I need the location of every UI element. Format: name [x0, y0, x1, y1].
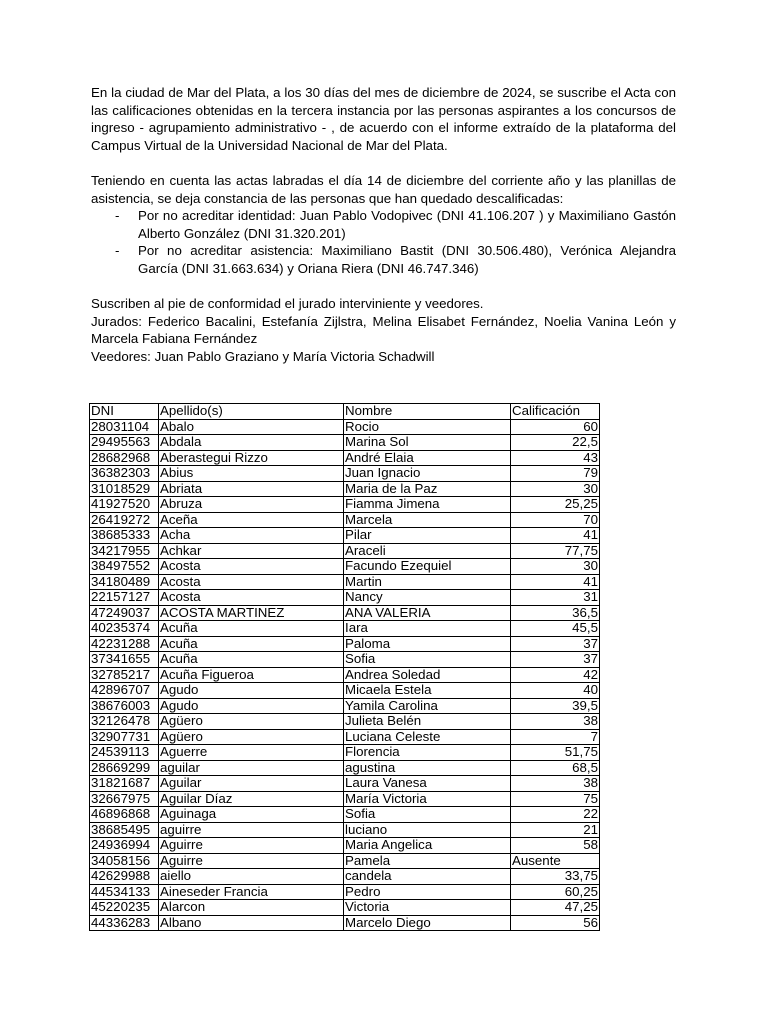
- header-nombre: Nombre: [344, 404, 511, 420]
- table-row: [90, 636, 600, 652]
- table-row: [90, 435, 600, 451]
- cell-dni: 32907731: [90, 729, 159, 745]
- disqualification-item-text: Por no acreditar asistencia: Maximiliano Bastit (DNI 30.506.480), Verónica Alejandra García (DNI 31.663.634) y Oriana Riera (DNI 46.747.346): [138, 243, 676, 276]
- table-header-row: [90, 404, 600, 420]
- cell-apellidos: Agudo: [159, 698, 344, 714]
- table-row: [90, 528, 600, 544]
- cell-nombre: Rocio: [344, 419, 511, 435]
- cell-calificacion: 43: [511, 450, 600, 466]
- cell-apellidos: ACOSTA MARTINEZ: [159, 605, 344, 621]
- cell-apellidos: Agüero: [159, 714, 344, 730]
- cell-calificacion: 37: [511, 636, 600, 652]
- cell-dni: 42896707: [90, 683, 159, 699]
- cell-dni: 22157127: [90, 590, 159, 606]
- cell-dni: 31018529: [90, 481, 159, 497]
- disqualification-item: [91, 242, 676, 277]
- table-row: [90, 822, 600, 838]
- cell-nombre: Maria Angelica: [344, 838, 511, 854]
- cell-nombre: André Elaia: [344, 450, 511, 466]
- table-row: [90, 481, 600, 497]
- cell-calificacion: 75: [511, 791, 600, 807]
- cell-calificacion: 77,75: [511, 543, 600, 559]
- cell-dni: 32126478: [90, 714, 159, 730]
- cell-nombre: Pamela: [344, 853, 511, 869]
- cell-calificacion: 22: [511, 807, 600, 823]
- cell-dni: 24539113: [90, 745, 159, 761]
- cell-nombre: Sofia: [344, 652, 511, 668]
- intro-text: En la ciudad de Mar del Plata, a los 30 días del mes de diciembre de 2024, se suscribe el Acta con las calificaciones obtenidas en la tercera instancia por las personas aspirantes a los concursos de ingreso - agrupamiento administrativo - , de acuerdo con el informe extraído de la plataforma del Campus Virtual de la Universidad Nacional de Mar del Plata.: [91, 85, 676, 153]
- cell-calificacion: 40: [511, 683, 600, 699]
- jurados-line: Jurados: Federico Bacalini, Estefanía Zijlstra, Melina Elisabet Fernández, Noelia Vanina León y Marcela Fabiana Fernández: [91, 313, 676, 346]
- cell-apellidos: Acuña: [159, 652, 344, 668]
- cell-dni: 24936994: [90, 838, 159, 854]
- signatures-section: [91, 295, 676, 365]
- cell-nombre: candela: [344, 869, 511, 885]
- cell-apellidos: Aceña: [159, 512, 344, 528]
- cell-dni: 42231288: [90, 636, 159, 652]
- cell-apellidos: Aineseder Francia: [159, 884, 344, 900]
- disqualification-item: [91, 207, 676, 242]
- cell-apellidos: Acha: [159, 528, 344, 544]
- table-row: [90, 605, 600, 621]
- cell-calificacion: 36,5: [511, 605, 600, 621]
- disqualification-item-text: Por no acreditar identidad: Juan Pablo Vodopivec (DNI 41.106.207 ) y Maximiliano Gastón Alberto González (DNI 31.320.201): [138, 208, 676, 241]
- cell-dni: 28031104: [90, 419, 159, 435]
- cell-calificacion: 60: [511, 419, 600, 435]
- cell-dni: 38685495: [90, 822, 159, 838]
- cell-apellidos: Aguerre: [159, 745, 344, 761]
- cell-dni: 44534133: [90, 884, 159, 900]
- cell-nombre: Facundo Ezequiel: [344, 559, 511, 575]
- cell-nombre: Juan Ignacio: [344, 466, 511, 482]
- table-row: [90, 838, 600, 854]
- cell-nombre: Sofia: [344, 807, 511, 823]
- table-row: [90, 698, 600, 714]
- header-apellidos: Apellido(s): [159, 404, 344, 420]
- list-dash: -: [115, 243, 120, 258]
- cell-calificacion: 38: [511, 776, 600, 792]
- cell-calificacion: 31: [511, 590, 600, 606]
- cell-calificacion: 42: [511, 667, 600, 683]
- cell-apellidos: Abalo: [159, 419, 344, 435]
- veedores-line: Veedores: Juan Pablo Graziano y María Victoria Schadwill: [91, 348, 435, 364]
- table-row: [90, 714, 600, 730]
- table-row: [90, 900, 600, 916]
- cell-nombre: Florencia: [344, 745, 511, 761]
- cell-nombre: Iara: [344, 621, 511, 637]
- table-row: [90, 512, 600, 528]
- cell-nombre: Pedro: [344, 884, 511, 900]
- table-row: [90, 729, 600, 745]
- cell-dni: 44336283: [90, 915, 159, 931]
- cell-apellidos: Aguinaga: [159, 807, 344, 823]
- table-row: [90, 776, 600, 792]
- cell-dni: 34180489: [90, 574, 159, 590]
- table-row: [90, 466, 600, 482]
- table-row: [90, 853, 600, 869]
- cell-apellidos: aguirre: [159, 822, 344, 838]
- header-dni: DNI: [90, 404, 159, 420]
- cell-nombre: Martin: [344, 574, 511, 590]
- cell-nombre: Micaela Estela: [344, 683, 511, 699]
- cell-calificacion: 45,5: [511, 621, 600, 637]
- cell-apellidos: Alarcon: [159, 900, 344, 916]
- cell-apellidos: Aguilar: [159, 776, 344, 792]
- grades-table: [89, 403, 600, 931]
- cell-dni: 34217955: [90, 543, 159, 559]
- cell-apellidos: Acuña: [159, 636, 344, 652]
- table-row: [90, 915, 600, 931]
- cell-nombre: María Victoria: [344, 791, 511, 807]
- cell-dni: 32785217: [90, 667, 159, 683]
- table-row: [90, 419, 600, 435]
- cell-apellidos: Aguilar Díaz: [159, 791, 344, 807]
- cell-nombre: Luciana Celeste: [344, 729, 511, 745]
- cell-calificacion: 41: [511, 528, 600, 544]
- list-dash: -: [115, 208, 120, 223]
- cell-dni: 32667975: [90, 791, 159, 807]
- cell-calificacion: 41: [511, 574, 600, 590]
- cell-dni: 46896868: [90, 807, 159, 823]
- cell-dni: 40235374: [90, 621, 159, 637]
- cell-nombre: Marina Sol: [344, 435, 511, 451]
- cell-dni: 42629988: [90, 869, 159, 885]
- grades-table-container: [89, 403, 600, 931]
- cell-calificacion: 58: [511, 838, 600, 854]
- table-row: [90, 807, 600, 823]
- cell-calificacion: 60,25: [511, 884, 600, 900]
- cell-nombre: Pilar: [344, 528, 511, 544]
- table-row: [90, 683, 600, 699]
- cell-calificacion: 30: [511, 559, 600, 575]
- cell-dni: 38497552: [90, 559, 159, 575]
- cell-calificacion: 25,25: [511, 497, 600, 513]
- cell-nombre: Marcelo Diego: [344, 915, 511, 931]
- disqualification-list: [91, 207, 676, 277]
- cell-nombre: Julieta Belén: [344, 714, 511, 730]
- cell-apellidos: Acuña Figueroa: [159, 667, 344, 683]
- cell-nombre: luciano: [344, 822, 511, 838]
- cell-dni: 29495563: [90, 435, 159, 451]
- cell-dni: 28682968: [90, 450, 159, 466]
- cell-apellidos: Abius: [159, 466, 344, 482]
- cell-dni: 36382303: [90, 466, 159, 482]
- cell-calificacion: 37: [511, 652, 600, 668]
- cell-nombre: Laura Vanesa: [344, 776, 511, 792]
- cell-calificacion: 22,5: [511, 435, 600, 451]
- table-row: [90, 450, 600, 466]
- disqualification-lead: Teniendo en cuenta las actas labradas el día 14 de diciembre del corriente año y las planillas de asistencia, se deja constancia de las personas que han quedado descalificadas:: [91, 173, 676, 206]
- table-row: [90, 760, 600, 776]
- table-row: [90, 559, 600, 575]
- cell-calificacion: 68,5: [511, 760, 600, 776]
- cell-calificacion: 7: [511, 729, 600, 745]
- cell-calificacion: 39,5: [511, 698, 600, 714]
- cell-apellidos: aiello: [159, 869, 344, 885]
- cell-apellidos: Acuña: [159, 621, 344, 637]
- cell-dni: 38685333: [90, 528, 159, 544]
- cell-calificacion: 70: [511, 512, 600, 528]
- cell-calificacion: 79: [511, 466, 600, 482]
- cell-nombre: Nancy: [344, 590, 511, 606]
- cell-apellidos: Albano: [159, 915, 344, 931]
- cell-calificacion: 21: [511, 822, 600, 838]
- cell-apellidos: Acosta: [159, 559, 344, 575]
- table-row: [90, 652, 600, 668]
- cell-dni: 45220235: [90, 900, 159, 916]
- cell-dni: 41927520: [90, 497, 159, 513]
- cell-dni: 38676003: [90, 698, 159, 714]
- table-row: [90, 621, 600, 637]
- cell-apellidos: aguilar: [159, 760, 344, 776]
- cell-nombre: Fiamma Jimena: [344, 497, 511, 513]
- cell-apellidos: Abruza: [159, 497, 344, 513]
- cell-nombre: Andrea Soledad: [344, 667, 511, 683]
- cell-calificacion: 30: [511, 481, 600, 497]
- cell-calificacion: 33,75: [511, 869, 600, 885]
- table-row: [90, 884, 600, 900]
- table-row: [90, 745, 600, 761]
- header-calificacion: Calificación: [511, 404, 600, 420]
- cell-calificacion: 51,75: [511, 745, 600, 761]
- cell-apellidos: Achkar: [159, 543, 344, 559]
- cell-dni: 34058156: [90, 853, 159, 869]
- cell-apellidos: Acosta: [159, 590, 344, 606]
- cell-apellidos: Agüero: [159, 729, 344, 745]
- signatures-intro: Suscriben al pie de conformidad el jurado interviniente y veedores.: [91, 296, 484, 311]
- cell-nombre: Paloma: [344, 636, 511, 652]
- table-row: [90, 869, 600, 885]
- cell-calificacion: 56: [511, 915, 600, 931]
- disqualification-section: [91, 172, 676, 277]
- cell-apellidos: Abriata: [159, 481, 344, 497]
- cell-nombre: Maria de la Paz: [344, 481, 511, 497]
- cell-nombre: Yamila Carolina: [344, 698, 511, 714]
- cell-dni: 26419272: [90, 512, 159, 528]
- cell-nombre: agustina: [344, 760, 511, 776]
- table-row: [90, 543, 600, 559]
- cell-nombre: ANA VALERIA: [344, 605, 511, 621]
- cell-nombre: Marcela: [344, 512, 511, 528]
- cell-apellidos: Aberastegui Rizzo: [159, 450, 344, 466]
- cell-nombre: Victoria: [344, 900, 511, 916]
- table-row: [90, 590, 600, 606]
- table-row: [90, 667, 600, 683]
- cell-calificacion: 38: [511, 714, 600, 730]
- cell-calificacion: 47,25: [511, 900, 600, 916]
- cell-apellidos: Acosta: [159, 574, 344, 590]
- cell-apellidos: Aguirre: [159, 853, 344, 869]
- cell-apellidos: Abdala: [159, 435, 344, 451]
- cell-apellidos: Aguirre: [159, 838, 344, 854]
- cell-dni: 28669299: [90, 760, 159, 776]
- table-row: [90, 574, 600, 590]
- cell-apellidos: Agudo: [159, 683, 344, 699]
- cell-dni: 37341655: [90, 652, 159, 668]
- table-row: [90, 497, 600, 513]
- cell-calificacion: Ausente: [511, 853, 600, 869]
- cell-nombre: Araceli: [344, 543, 511, 559]
- cell-dni: 31821687: [90, 776, 159, 792]
- table-row: [90, 791, 600, 807]
- intro-paragraph: [91, 84, 676, 154]
- cell-dni: 47249037: [90, 605, 159, 621]
